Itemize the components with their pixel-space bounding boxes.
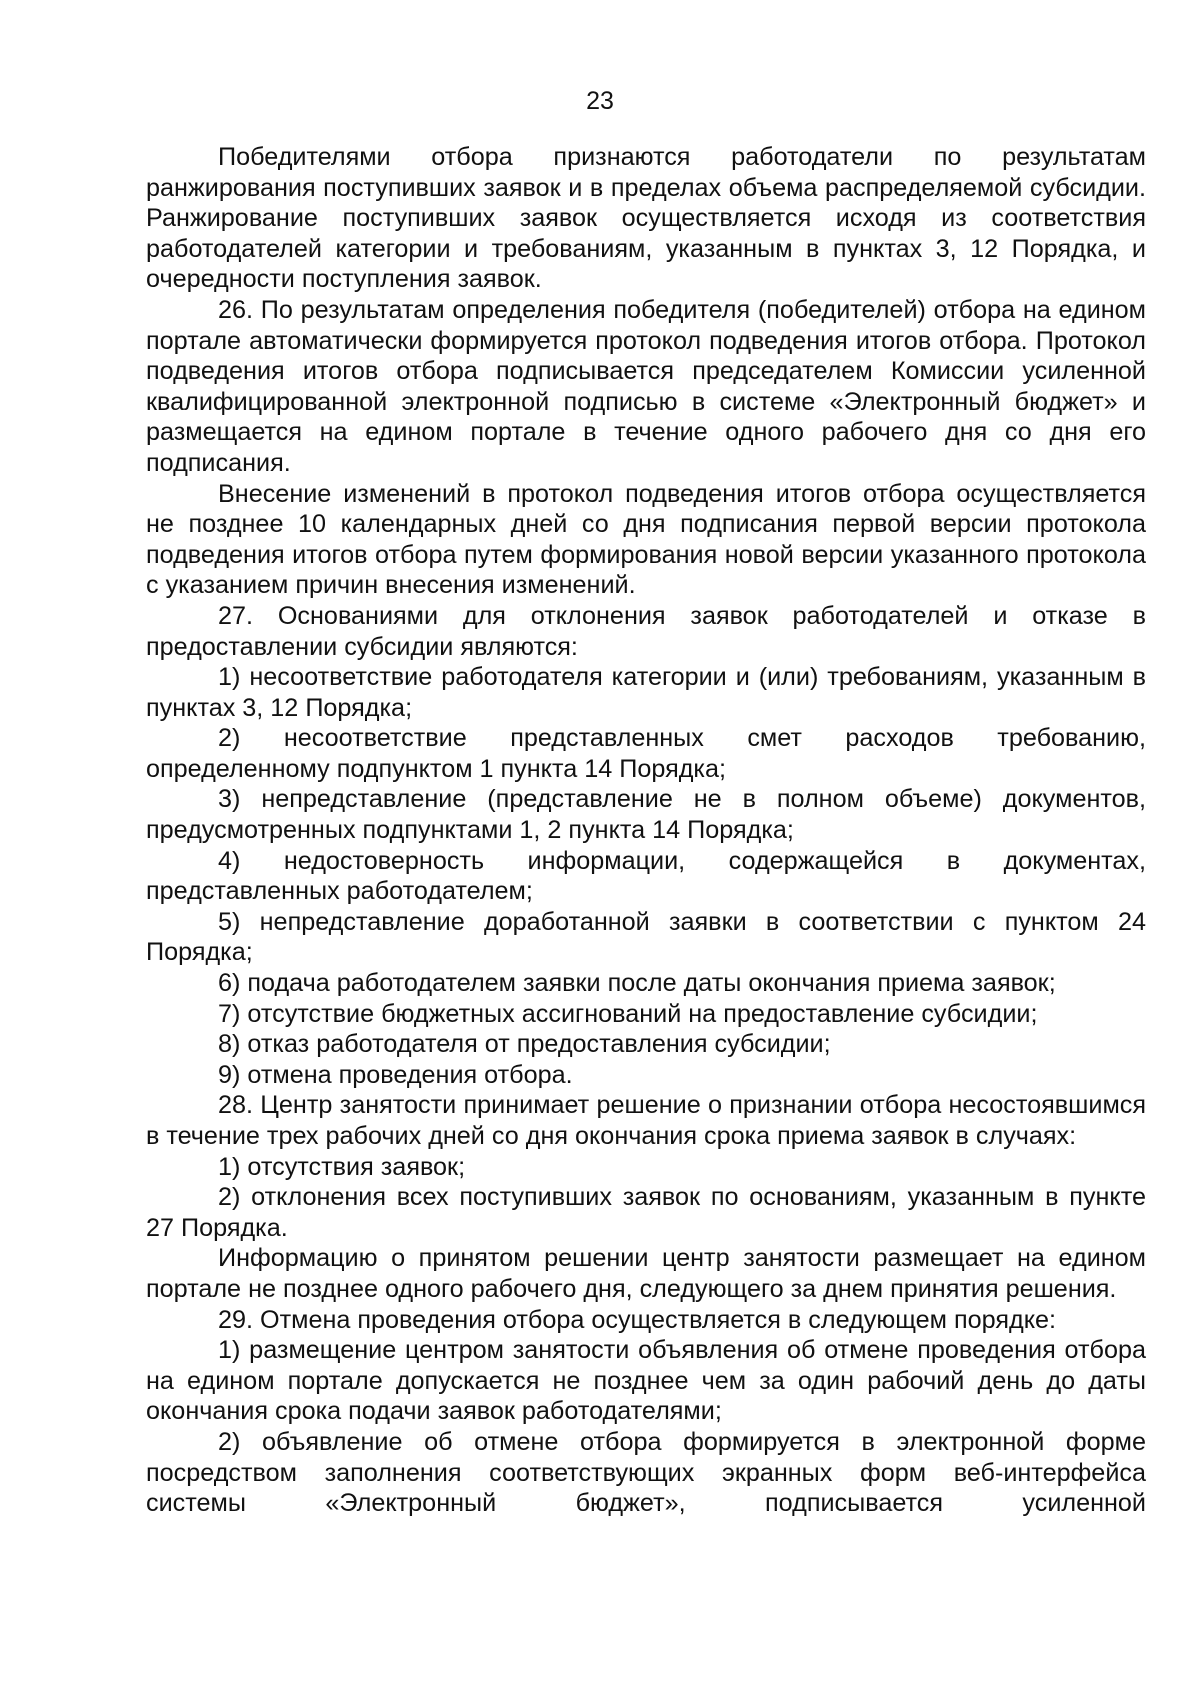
list-item-27-4: 4) недостоверность информации, содержащейся в документах, представленных работодателем; <box>146 846 1146 906</box>
list-item-27-2: 2) несоответствие представленных смет расходов требованию, определенному подпунктом 1 пункта 14 Порядка; <box>146 724 1146 783</box>
document-body <box>146 142 1146 1519</box>
list-item-28-1: 1) отсутствия заявок; <box>218 1152 466 1181</box>
list-item-27-1: 1) несоответствие работодателя категории и (или) требованиям, указанным в пунктах 3, 12 Порядка; <box>146 663 1146 722</box>
paragraph-decision-info: Информацию о принятом решении центр занятости размещает на едином портале не позднее одного рабочего дня, следующего за днем принятия решения. <box>146 1244 1146 1303</box>
list-item-27-7: 7) отсутствие бюджетных ассигнований на предоставление субсидии; <box>218 999 1038 1028</box>
page-number: 23 <box>586 87 614 115</box>
paragraph-27: 27. Основаниями для отклонения заявок работодателей и отказе в предоставлении субсидии являются: <box>146 601 1146 661</box>
list-item-28-2: 2) отклонения всех поступивших заявок по основаниям, указанным в пункте 27 Порядка. <box>146 1183 1146 1242</box>
paragraph-protocol-changes: Внесение изменений в протокол подведения итогов отбора осуществляется не позднее 10 календарных дней со дня подписания первой версии протокола подведения итогов отбора путем формирования новой версии указанного протокола с указанием причин внесения изменений. <box>146 479 1146 600</box>
list-item-29-2: 2) объявление об отмене отбора формируется в электронной форме посредством заполнения соответствующих экранных форм веб-интерфейса системы «Электронный бюджет», подписывается усиленной <box>146 1427 1146 1518</box>
list-item-27-9: 9) отмена проведения отбора. <box>218 1060 573 1089</box>
list-item-27-6: 6) подача работодателем заявки после даты окончания приема заявок; <box>218 969 1056 998</box>
paragraph-winners: Победителями отбора признаются работодатели по результатам ранжирования поступивших заявок и в пределах объема распределяемой субсидии. Ранжирование поступивших заявок осуществляется исходя из соответствия работодателей категории и требованиям, указанным в пунктах 3, 12 Порядка, и очередности поступления заявок. <box>146 143 1146 294</box>
paragraph-26: 26. По результатам определения победителя (победителей) отбора на едином портале автоматически формируется протокол подведения итогов отбора. Протокол подведения итогов отбора подписывается председателем Комиссии усиленной квалифицированной электронной подписью в системе «Электронный бюджет» и размещается на едином портале в течение одного рабочего дня со дня его подписания. <box>146 295 1146 477</box>
list-item-27-8: 8) отказ работодателя от предоставления субсидии; <box>218 1030 831 1059</box>
list-item-27-3: 3) непредставление (представление не в полном объеме) документов, предусмотренных подпунктами 1, 2 пункта 14 Порядка; <box>146 785 1146 845</box>
paragraph-28: 28. Центр занятости принимает решение о признании отбора несостоявшимся в течение трех рабочих дней со дня окончания срока приема заявок в случаях: <box>146 1091 1146 1150</box>
list-item-27-5: 5) непредставление доработанной заявки в соответствии с пунктом 24 Порядка; <box>146 907 1146 967</box>
list-item-29-1: 1) размещение центром занятости объявления об отмене проведения отбора на едином портале допускается не позднее чем за один рабочий день до даты окончания срока подачи заявок работодателями; <box>146 1336 1146 1426</box>
paragraph-29: 29. Отмена проведения отбора осуществляется в следующем порядке: <box>218 1305 1056 1334</box>
